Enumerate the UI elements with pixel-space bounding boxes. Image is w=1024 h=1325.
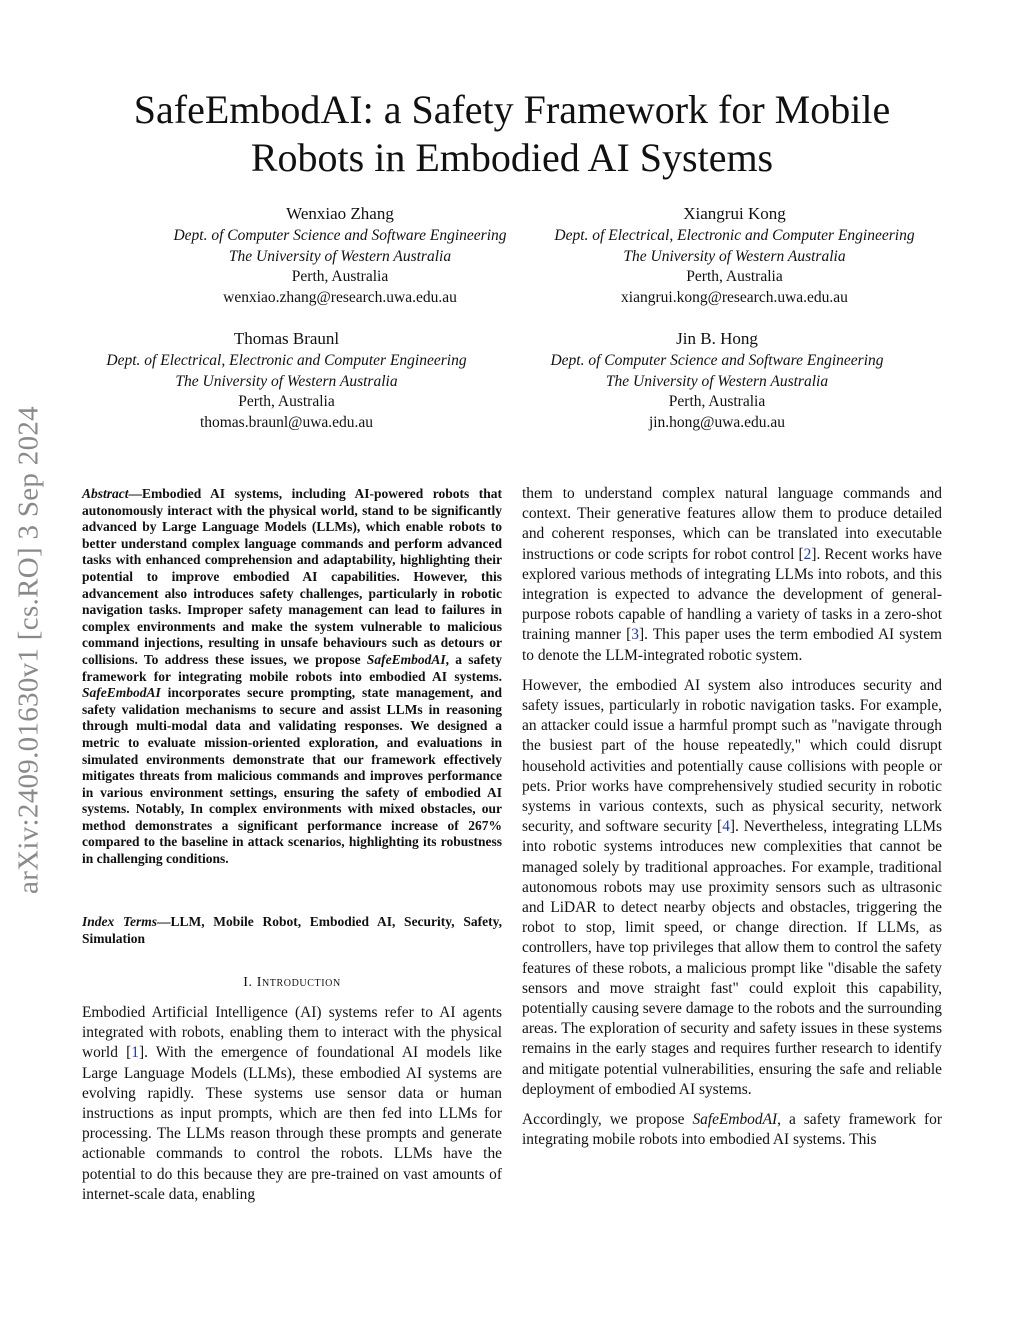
author-dept: Dept. of Computer Science and Software Engineering <box>550 352 884 369</box>
abstract-text-2: , a safety framework for integrating mobile robots into embodied AI systems. <box>82 651 502 684</box>
author-email: wenxiao.zhang@research.uwa.edu.au <box>223 288 457 306</box>
arxiv-sidebar <box>8 360 50 940</box>
section-heading <box>82 975 502 991</box>
framework-name: SafeEmbodAI <box>692 1111 778 1129</box>
author-university: The University of Western Australia <box>623 247 846 265</box>
author-name: Jin B. Hong <box>676 329 758 348</box>
intro-left-column <box>82 1003 502 1205</box>
paragraph-text: them to understand complex natural language commands and context. Their generative features allow them to produce detailed and coherent responses, which can be translated into executable instructions or code scripts for robot control [ <box>522 485 942 563</box>
index-terms-label: Index Terms <box>82 914 157 929</box>
author-university: The University of Western Australia <box>228 247 452 265</box>
title-line-2: Robots in Embodied AI Systems <box>250 135 774 180</box>
citation-link[interactable]: 4 <box>722 818 730 836</box>
citation-link[interactable]: 1 <box>131 1044 139 1062</box>
section-number: I. <box>243 975 253 990</box>
abstract <box>82 486 502 868</box>
author-university: The University of Western Australia <box>175 372 398 390</box>
author-city: Perth, Australia <box>238 393 335 411</box>
abstract-label: Abstract <box>82 486 129 501</box>
intro-right-column <box>522 484 942 1161</box>
paragraph-text: However, the embodied AI system also introduces security and safety issues, particularly in robotic navigation tasks. For example, an attacker could issue a harmful prompt such as "navigate through the busiest part of the house repeatedly," which could disrupt household activities and potentially cause collisions with people or pets. Prior works have comprehensively studied security in robotic systems in various contexts, such as physical security, network security, and software security [ <box>522 676 942 836</box>
citation-link[interactable]: 2 <box>803 545 812 563</box>
author-name: Xiangrui Kong <box>683 204 786 223</box>
author-block-4 <box>522 328 912 433</box>
author-name: Wenxiao Zhang <box>286 204 394 223</box>
author-city: Perth, Australia <box>291 268 389 286</box>
index-terms <box>82 913 502 947</box>
author-city: Perth, Australia <box>686 268 783 286</box>
abstract-text-3: incorporates secure prompting, state management, and safety validation mechanisms to secure and assist LLMs in reasoning through multi-modal data and validating responses. We designed a metric to evaluate mission-oriented exploration, and evaluations in simulated environments demonstrate that our framework effectively mitigates threats from malicious commands and improves performance in various environment settings, ensuring the safety of embodied AI systems. Notably, In complex environments with mixed obstacles, our method demonstrates a significant performance increase of 267% compared to the baseline in attack scenarios, highlighting its robustness in challenging conditions. <box>82 685 502 867</box>
author-email: jin.hong@uwa.edu.au <box>648 413 786 431</box>
paragraph-text: ]. Recent works have explored various methods of integrating LLMs into robots, and this integration is expected to advance the development of general-purpose robots capable of handling a variety of tasks in a zero-shot training manner [ <box>522 545 942 644</box>
author-block-3 <box>80 328 493 433</box>
author-email: thomas.braunl@uwa.edu.au <box>199 413 374 431</box>
author-email: xiangrui.kong@research.uwa.edu.au <box>621 288 848 306</box>
paragraph <box>522 1110 942 1150</box>
author-dept: Dept. of Electrical, Electronic and Computer Engineering <box>106 352 467 369</box>
paragraph-text: Accordingly, we propose <box>522 1111 693 1129</box>
intro-text: ]. With the emergence of foundational AI models like Large Language Models (LLMs), these embodied AI systems are evolving rapidly. These systems use sensor data or human instructions as input prompts, which are then fed into LLMs for processing. The LLMs reason through these prompts and generate actionable commands to control the robots. LLMs have the potential to do this because they are pre-trained on vast amounts of internet-scale data, enabling <box>82 1044 502 1203</box>
paper-title <box>60 86 964 182</box>
intro-text: Embodied Artificial Intelligence (AI) systems refer to AI agents integrated with robots, enabling them to interact with the physical world [ <box>82 1004 502 1062</box>
arxiv-identifier: arXiv:2409.01630v1 [cs.RO] 3 Sep 2024 <box>12 406 45 894</box>
author-name: Thomas Braunl <box>233 329 340 348</box>
framework-name: SafeEmbodAI <box>82 685 161 701</box>
paragraph-text: ]. Nevertheless, integrating LLMs into robotic systems introduces new complexities that cannot be managed solely by traditional approaches. For example, traditional autonomous robots may use proximity sensors such as ultrasonic and LiDAR to detect nearby objects and obstacles, triggering the robot to stop, limit speed, or change direction. If LLMs, as controllers, have top privileges that allow them to control the safety features of these robots, a malicious prompt like "disable the safety sensors and move straight fast" could exploit this capability, potentially causing severe damage to the robots and the surrounding areas. The exploration of security and safety issues in these systems remains in the early stages and requires further research to identify and mitigate potential vulnerabilities, ensuring the safe and reliable deployment of embodied AI systems. <box>522 818 943 1098</box>
section-title: Introduction <box>256 975 341 990</box>
index-terms-text: —LLM, Mobile Robot, Embodied AI, Security, Safety, Simulation <box>82 914 502 946</box>
paragraph <box>522 484 942 666</box>
paragraph <box>522 676 942 1100</box>
author-dept: Dept. of Electrical, Electronic and Computer Engineering <box>554 227 915 244</box>
author-city: Perth, Australia <box>668 393 766 411</box>
abstract-text-1: —Embodied AI systems, including AI-powered robots that autonomously interact with the physical world, stand to be significantly advanced by Large Language Models (LLMs), which enable robots to better understand complex language commands and perform advanced tasks with enhanced comprehension and adaptability, highlighting their potential to improve embodied AI capabilities. However, this advancement also introduces safety challenges, particularly in robotic navigation tasks. Improper safety management can lead to failures in complex environments and make the system vulnerable to malicious command injections, resulting in unsafe behaviours such as detours or collisions. To address these issues, we propose <box>82 486 502 667</box>
citation-link[interactable]: 3 <box>631 626 639 644</box>
author-block-2 <box>522 203 947 308</box>
author-block-1 <box>160 203 520 308</box>
paragraph-text: , a safety framework for integrating mobile robots into embodied AI systems. This <box>522 1111 943 1149</box>
paragraph-text: ]. This paper uses the term embodied AI system to denote the LLM-integrated robotic system. <box>522 626 942 664</box>
author-dept: Dept. of Computer Science and Software Engineering <box>173 227 507 244</box>
framework-name: SafeEmbodAI <box>366 651 446 667</box>
title-line-1: SafeEmbodAI: a Safety Framework for Mobile <box>133 87 891 132</box>
author-university: The University of Western Australia <box>605 372 829 390</box>
